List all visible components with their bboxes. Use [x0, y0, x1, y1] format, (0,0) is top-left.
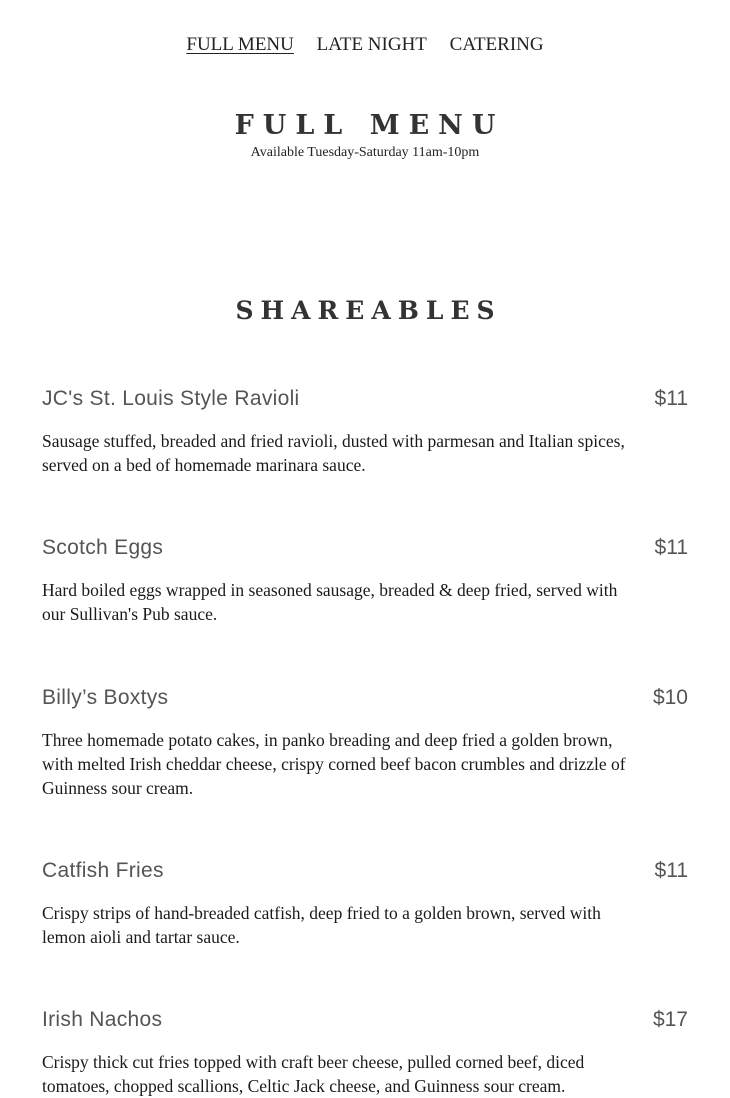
menu-item: [42, 536, 688, 626]
menu-item-description: Sausage stuffed, breaded and fried ravioli, dusted with parmesan and Italian spices, served on a bed of homemade marinara sauce.: [42, 431, 625, 475]
menu-item-description: Crispy thick cut fries topped with craft beer cheese, pulled corned beef, diced tomatoes, chopped scallions, Celtic Jack cheese, and Guinness sour cream.: [42, 1052, 585, 1096]
menu-item: [42, 387, 688, 477]
availability-text: Available Tuesday-Saturday 11am-10pm: [250, 145, 480, 160]
page-title: FULL MENU: [234, 110, 505, 141]
section-title-shareables: SHAREABLES: [235, 296, 502, 325]
top-nav: [0, 34, 730, 56]
menu-item-price: $11: [654, 536, 688, 559]
nav-full-menu[interactable]: FULL MENU: [186, 34, 294, 55]
menu-item-name: Billy’s Boxtys: [42, 686, 169, 709]
menu-item: [42, 686, 688, 800]
menu-item-description: Three homemade potato cakes, in panko breading and deep fried a golden brown, with melted Irish cheddar cheese, crispy corned beef bacon crumbles and drizzle of Guinness sour cream.: [42, 730, 626, 798]
menu-item-name: Irish Nachos: [42, 1008, 163, 1031]
menu-item-price: $11: [654, 387, 688, 410]
menu-item-price: $17: [652, 1008, 688, 1031]
nav-late-night[interactable]: LATE NIGHT: [316, 34, 427, 55]
nav-catering[interactable]: CATERING: [449, 34, 544, 55]
menu-item: [42, 1008, 688, 1098]
menu-item-description: Crispy strips of hand-breaded catfish, deep fried to a golden brown, served with lemon aioli and tartar sauce.: [42, 903, 601, 947]
menu-item-price: $11: [654, 859, 688, 882]
menu-item-description: Hard boiled eggs wrapped in seasoned sausage, breaded & deep fried, served with our Sullivan's Pub sauce.: [42, 580, 618, 624]
menu-item-name: JC's St. Louis Style Ravioli: [42, 387, 300, 410]
menu-item-name: Scotch Eggs: [42, 536, 164, 559]
menu-item-price: $10: [652, 686, 688, 709]
menu-item-name: Catfish Fries: [42, 859, 164, 882]
menu-item: [42, 859, 688, 949]
